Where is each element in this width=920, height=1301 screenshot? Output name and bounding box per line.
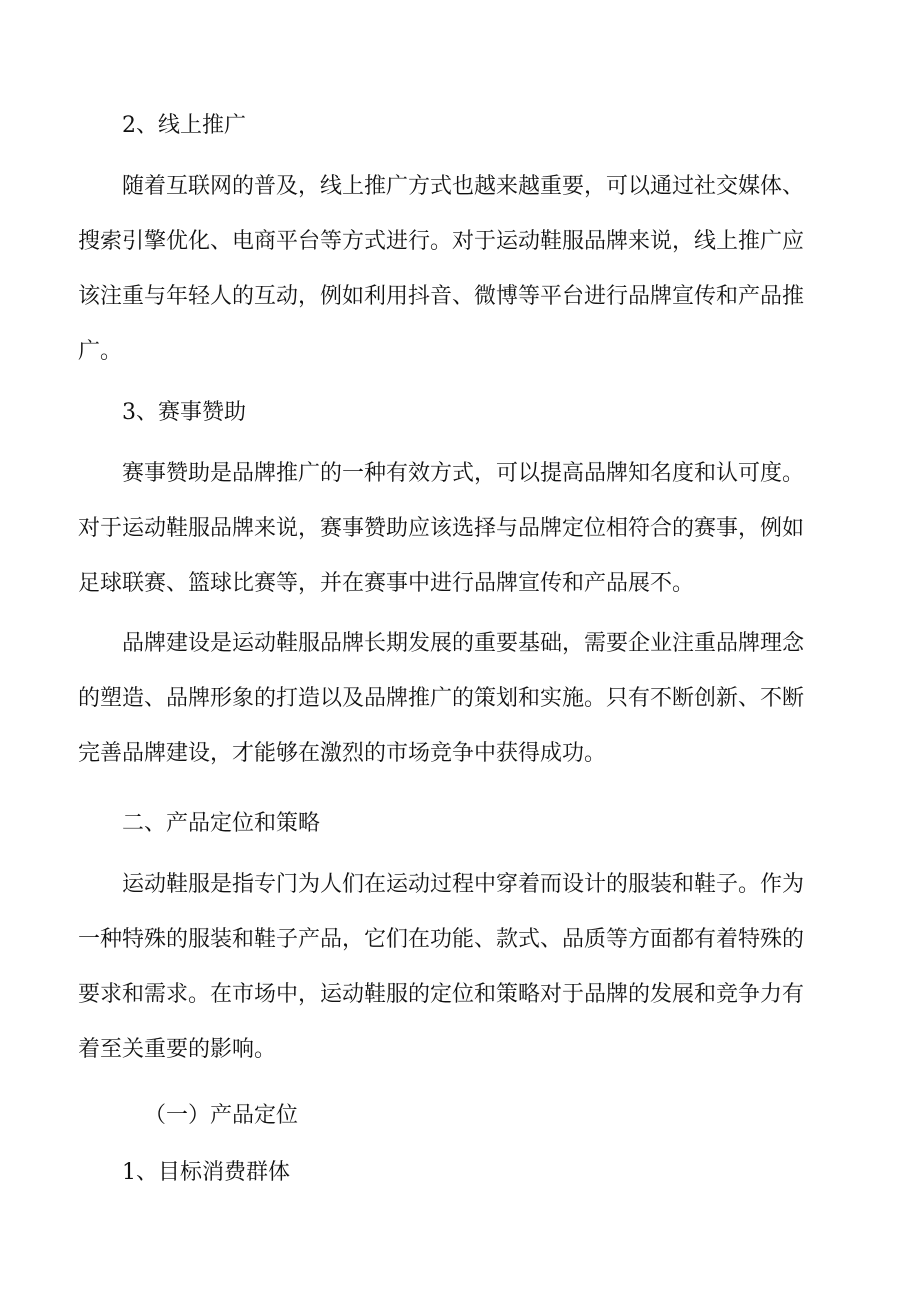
paragraph-line: 随着互联网的普及，线上推广方式也越来越重要，可以通过社交媒体、 bbox=[122, 174, 805, 199]
paragraph-line: 对于运动鞋服品牌来说，赛事赞助应该选择与品牌定位相符合的赛事，例如 bbox=[78, 516, 805, 541]
paragraph-line: 着至关重要的影响。 bbox=[78, 1037, 277, 1062]
paragraph-line: 搜索引擎优化、电商平台等方式进行。对于运动鞋服品牌来说，线上推广应 bbox=[78, 229, 805, 254]
paragraph-line: 一种特殊的服装和鞋子产品，它们在功能、款式、品质等方面都有着特殊的 bbox=[78, 927, 805, 952]
paragraph-line: 广。 bbox=[78, 339, 123, 364]
subsection-heading-product-positioning: （一）产品定位 bbox=[144, 1103, 299, 1128]
chapter-heading-product-positioning-strategy: 二、产品定位和策略 bbox=[122, 811, 321, 836]
section-heading-online-promotion: 2、线上推广 bbox=[122, 113, 246, 138]
paragraph-line: 完善品牌建设，才能够在激烈的市场竞争中获得成功。 bbox=[78, 741, 607, 766]
paragraph-line: 足球联赛、篮球比赛等，并在赛事中进行品牌宣传和产品展不。 bbox=[78, 571, 695, 596]
paragraph-line: 赛事赞助是品牌推广的一种有效方式，可以提高品牌知名度和认可度。 bbox=[122, 461, 805, 486]
paragraph-line: 品牌建设是运动鞋服品牌长期发展的重要基础，需要企业注重品牌理念 bbox=[122, 631, 805, 656]
paragraph-line: 的塑造、品牌形象的打造以及品牌推广的策划和实施。只有不断创新、不断 bbox=[78, 686, 805, 711]
paragraph-line: 运动鞋服是指专门为人们在运动过程中穿着而设计的服装和鞋子。作为 bbox=[122, 872, 805, 897]
paragraph-line: 要求和需求。在市场中，运动鞋服的定位和策略对于品牌的发展和竞争力有 bbox=[78, 982, 805, 1007]
section-heading-event-sponsorship: 3、赛事赞助 bbox=[122, 400, 246, 425]
subsection-heading-target-consumers: 1、目标消费群体 bbox=[122, 1160, 290, 1185]
paragraph-line: 该注重与年轻人的互动，例如利用抖音、微博等平台进行品牌宣传和产品推 bbox=[78, 284, 805, 309]
